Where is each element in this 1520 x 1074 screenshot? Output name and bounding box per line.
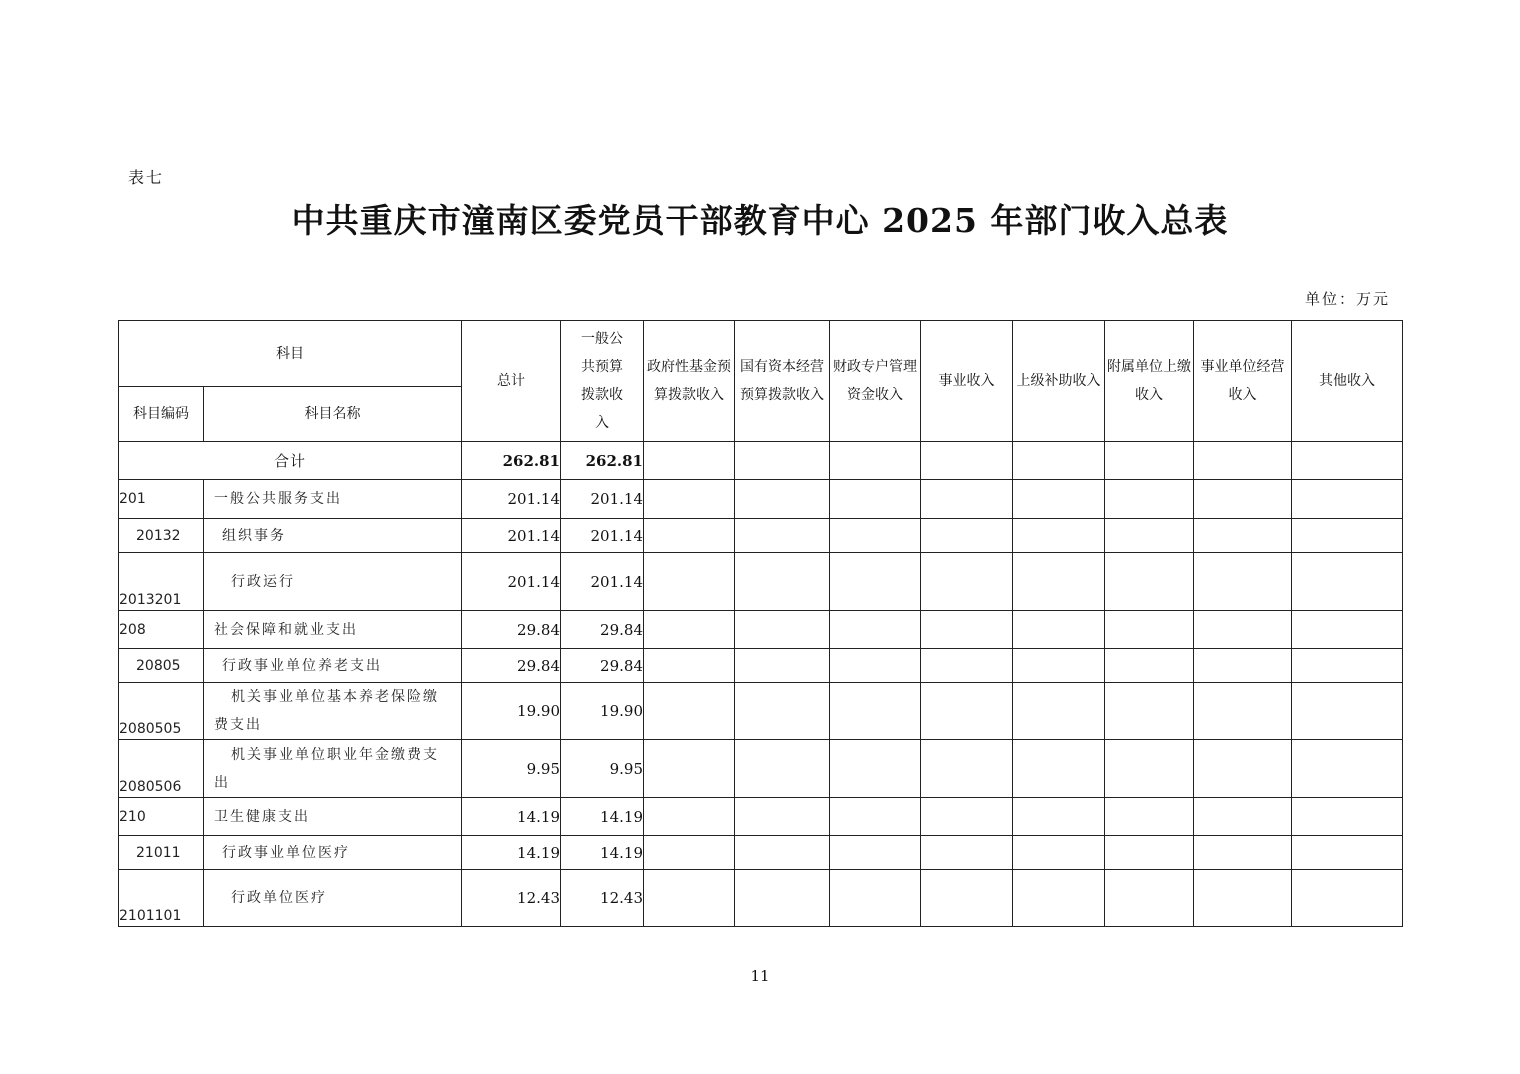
row-total: 29.84 [462,649,561,683]
row-general: 14.19 [561,798,644,836]
header-other: 其他收入 [1292,321,1403,442]
row-name: 机关事业单位职业年金缴费支出 [204,740,462,798]
table-row [119,836,1403,870]
header-affiliated: 附属单位上缴收入 [1105,321,1194,442]
total-sum: 262.81 [462,442,561,480]
total-row [119,442,1403,480]
header-name: 科目名称 [204,387,462,442]
row-total: 14.19 [462,798,561,836]
total-label: 合计 [119,442,462,480]
row-name: 行政单位医疗 [204,870,462,927]
table-row [119,683,1403,740]
table-row [119,870,1403,927]
row-total: 19.90 [462,683,561,740]
row-code: 201 [119,480,204,519]
table-row [119,480,1403,519]
row-total: 9.95 [462,740,561,798]
row-name: 机关事业单位基本养老保险缴费支出 [204,683,462,740]
table-row [119,798,1403,836]
row-total: 29.84 [462,611,561,649]
row-name: 一般公共服务支出 [204,480,462,519]
row-code: 20805 [119,649,204,683]
row-code: 2080506 [119,740,204,798]
header-state-capital: 国有资本经营预算拨款收入 [735,321,830,442]
row-code: 20132 [119,519,204,553]
header-general-budget: 一般公共预算拨款收入 [561,321,644,442]
row-name: 行政事业单位养老支出 [204,649,462,683]
header-fiscal-special: 财政专户管理资金收入 [830,321,921,442]
table-row [119,553,1403,611]
row-total: 14.19 [462,836,561,870]
header-operating: 事业单位经营收入 [1194,321,1292,442]
row-name: 社会保障和就业支出 [204,611,462,649]
row-general: 29.84 [561,611,644,649]
header-subject: 科目 [119,321,462,387]
row-code: 21011 [119,836,204,870]
table-row [119,611,1403,649]
row-name: 行政运行 [204,553,462,611]
row-general: 9.95 [561,740,644,798]
total-general: 262.81 [561,442,644,480]
table-row [119,649,1403,683]
row-total: 201.14 [462,519,561,553]
table-label: 表七 [128,168,165,187]
row-general: 19.90 [561,683,644,740]
row-code: 208 [119,611,204,649]
header-business-income: 事业收入 [921,321,1013,442]
row-code: 2101101 [119,870,204,927]
row-general: 201.14 [561,519,644,553]
header-total: 总计 [462,321,561,442]
row-name: 卫生健康支出 [204,798,462,836]
page-number: 11 [750,967,770,985]
header-code: 科目编码 [119,387,204,442]
row-general: 201.14 [561,553,644,611]
income-table [118,320,1403,927]
row-total: 201.14 [462,480,561,519]
row-general: 14.19 [561,836,644,870]
row-code: 2013201 [119,553,204,611]
row-code: 2080505 [119,683,204,740]
table-row [119,740,1403,798]
page-title: 中共重庆市潼南区委党员干部教育中心 2025 年部门收入总表 [291,201,1229,240]
row-code: 210 [119,798,204,836]
row-general: 12.43 [561,870,644,927]
row-total: 201.14 [462,553,561,611]
row-general: 29.84 [561,649,644,683]
row-general: 201.14 [561,480,644,519]
header-gov-fund: 政府性基金预算拨款收入 [644,321,735,442]
row-total: 12.43 [462,870,561,927]
unit-label: 单位：万元 [1304,290,1390,308]
header-superior-subsidy: 上级补助收入 [1013,321,1105,442]
table-row [119,519,1403,553]
row-name: 行政事业单位医疗 [204,836,462,870]
row-name: 组织事务 [204,519,462,553]
